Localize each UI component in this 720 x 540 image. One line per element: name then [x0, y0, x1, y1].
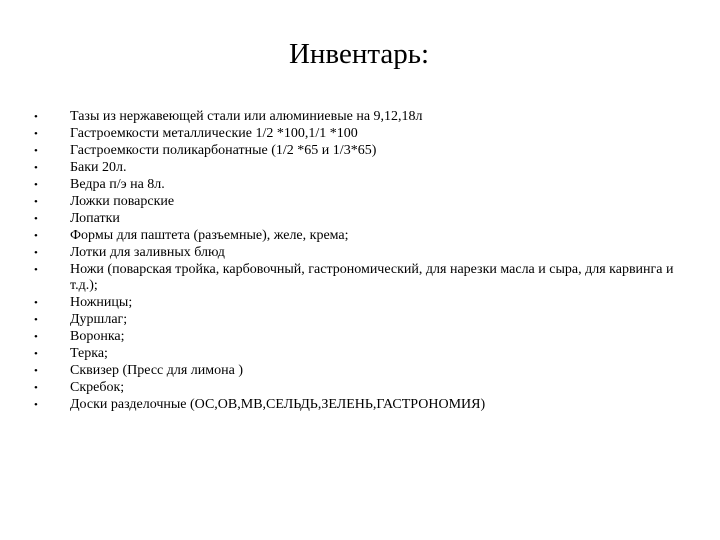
list-item: [34, 295, 674, 311]
bullet-icon: •: [34, 330, 38, 343]
bullet-icon: •: [34, 127, 38, 140]
inventory-list: [34, 109, 674, 414]
bullet-icon: •: [34, 347, 38, 360]
bullet-icon: •: [34, 178, 38, 191]
bullet-icon: •: [34, 144, 38, 157]
bullet-icon: •: [34, 313, 38, 326]
list-item-text: Ножи (поварская тройка, карбовочный, гастрономический, для нарезки масла и сыра, для карвинга и т.д.);: [70, 261, 674, 293]
list-item-text: Тазы из нержавеющей стали или алюминиевые на 9,12,18л: [70, 109, 423, 124]
list-item-text: Воронка;: [70, 328, 125, 344]
bullet-icon: •: [34, 296, 38, 309]
list-item-text: Доски разделочные (ОС,ОВ,МВ,СЕЛЬДЬ,ЗЕЛЕНЬ,ГАСТРОНОМИЯ): [70, 396, 486, 412]
bullet-icon: •: [34, 246, 38, 259]
list-item: [34, 380, 674, 396]
bullet-icon: •: [34, 364, 38, 377]
slide-title: [0, 36, 720, 72]
bullet-icon: •: [34, 212, 38, 225]
bullet-icon: •: [34, 398, 38, 411]
list-item-text: Ложки поварские: [70, 193, 175, 209]
list-item: [34, 245, 674, 261]
list-item: [34, 143, 674, 159]
list-item: [34, 363, 674, 379]
list-item: [34, 126, 674, 142]
list-item-text: Ножницы;: [70, 294, 133, 310]
bullet-icon: •: [34, 381, 38, 394]
list-item-text: Лотки для заливных блюд: [70, 244, 225, 260]
slide-title-text: Инвентарь:: [288, 38, 430, 70]
list-item: [34, 109, 674, 125]
list-item-text: Сквизер (Пресс для лимона ): [70, 362, 244, 378]
list-item-text: Лопатки: [70, 210, 120, 226]
list-item: [34, 211, 674, 227]
bullet-icon: •: [34, 263, 38, 276]
list-item-text: Гастроемкости металлические 1/2 *100,1/1 *100: [70, 125, 358, 141]
list-item: [34, 194, 674, 210]
list-item: [34, 312, 674, 328]
list-item-text: Баки 20л.: [70, 159, 127, 175]
list-item: [34, 160, 674, 176]
list-item: [34, 177, 674, 193]
bullet-icon: •: [34, 161, 38, 174]
list-item-text: Дуршлаг;: [70, 311, 128, 327]
bullet-icon: •: [34, 195, 38, 208]
list-item-text: Ведра п/э на 8л.: [70, 176, 165, 192]
list-item: [34, 397, 674, 413]
list-item-text: Терка;: [70, 345, 108, 361]
list-item: [34, 228, 674, 244]
list-item: [34, 262, 674, 294]
list-item: [34, 346, 674, 362]
bullet-icon: •: [34, 111, 38, 123]
bullet-icon: •: [34, 229, 38, 242]
list-item-text: Скребок;: [70, 379, 125, 395]
list-item-text: Гастроемкости поликарбонатные (1/2 *65 и 1/3*65): [70, 142, 377, 158]
list-item: [34, 329, 674, 345]
list-item-text: Формы для паштета (разъемные), желе, крема;: [70, 227, 349, 243]
